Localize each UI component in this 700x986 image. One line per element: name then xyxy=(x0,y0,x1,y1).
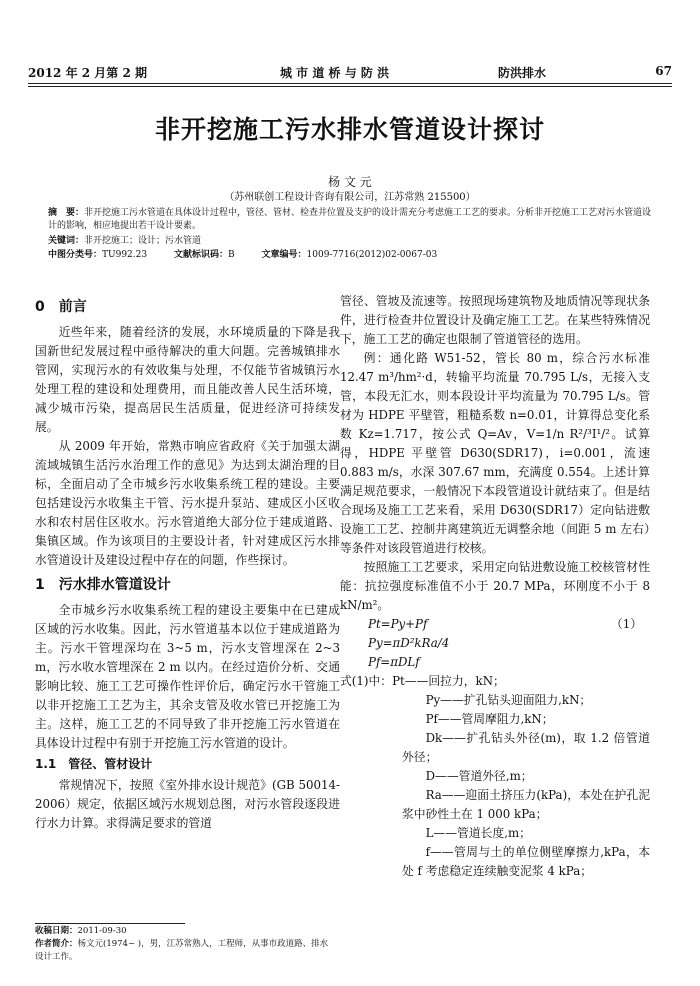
abstract xyxy=(48,207,652,233)
issue-info: 2012 年 2 月第 2 期 xyxy=(28,66,147,80)
affiliation: （苏州联创工程设计咨询有限公司，江苏常熟 215500） xyxy=(224,192,476,203)
footnote xyxy=(35,925,335,964)
paragraph: 常规情况下，按照《室外排水设计规范》(GB 50014-2006）规定，依据区域污水规划总图，对污水管段逐段进行水力计算。求得满足要求的管道 xyxy=(35,778,340,830)
definition-item: Dk——扩孔钻头外径(m)，取 1.2 倍管道外径； xyxy=(402,731,650,764)
heading-preface: 0 前言 xyxy=(35,299,87,315)
author: 杨 文 元 xyxy=(328,175,372,189)
variable-definitions xyxy=(340,672,650,881)
header-rule xyxy=(28,83,672,84)
author-bio xyxy=(35,938,335,964)
received-value: 2011-09-30 xyxy=(77,926,127,936)
bio-label: 作者简介： xyxy=(35,939,78,949)
definition-item: Ra——迎面土挤压力(kPa)，本处在护孔泥浆中砂性土在 1 000 kPa； xyxy=(402,788,650,821)
left-column xyxy=(35,292,340,833)
running-header xyxy=(28,64,672,82)
equation-1-text: Pt=Py+Pf xyxy=(368,617,428,631)
equation-2: Py=πD²kRa/4 xyxy=(368,636,450,650)
clc-value: TU992.23 xyxy=(102,250,148,260)
header-rule-thin xyxy=(28,86,672,87)
definition-item: 式(1)中：Pt——回拉力，kN； xyxy=(340,674,505,688)
heading-section-1: 1 污水排水管道设计 xyxy=(35,577,171,593)
clc-label: 中图分类号： xyxy=(48,250,103,260)
paragraph: 例：通化路 W51-52，管长 80 m，综合污水标准 12.47 m³/hm²·d，转输平均流量 70.795 L/s，无接入支管，本段无汇水，则本段设计平均流量为 70.795 L/s。管材为 HDPE 平壁管，粗糙系数 n=0.01，计算得总变化系数 Kz=1.717，按公式 Q=Av，V=1/n R²/³I¹/²。试算得，HDPE 平壁管 D630(SDR17)，i=0.001，流速 0.883 m/s，水深 307.67 mm，充满度 0.554。上述计算满足规范要求，一般情况下本段管道设计就结束了。但是结合现场及施工工艺来看，采用 D630(SDR17）定向钻进敷设施工工艺、控制井离建筑近无调整余地（间距 5 m 左右）等条件对该段管道进行校核。 xyxy=(340,351,650,555)
article-title: 非开挖施工污水排水管道设计探讨 xyxy=(154,115,545,144)
abstract-text: 非开挖施工污水管道在具体设计过程中，管径、管材、检查井位置及支护的设计需充分考虑施工工艺的要求。分析非开挖施工工艺对污水管道设计的影响，相应地提出若干设计要素。 xyxy=(48,208,652,231)
definition-item: Pf——管周摩阻力,kN； xyxy=(425,712,554,726)
section-name: 防洪排水 xyxy=(498,66,547,80)
definition-item: Py——扩孔钻头迎面阻力,kN； xyxy=(425,693,592,707)
classification xyxy=(48,249,652,262)
heading-section-1-1: 1.1 管径、管材设计 xyxy=(35,757,153,771)
keywords xyxy=(48,235,652,248)
artno-value: 1009-7716(2012)02-0067-03 xyxy=(306,250,438,260)
equation-3: Pf=πDLf xyxy=(368,655,420,669)
paragraph: 按照施工工艺要求，采用定向钻进敷设施工校核管材性能：抗拉强度标准值不小于 20.7 MPa，环刚度不小于 8 kN/m²。 xyxy=(340,560,650,612)
paragraph: 近些年来，随着经济的发展，水环境质量的下降是我国新世纪发展过程中亟待解决的重大问题。完善城镇排水管网，实现污水的有效收集与处理，不仅能节省城镇污水处理工程的建设和处理费用，而且能改善人民生活环境，减少城市污染，提高居民生活质量，促进经济可持续发展。 xyxy=(35,325,340,434)
keywords-text: 非开挖施工；设计；污水管道 xyxy=(84,236,202,246)
definition-item: D——管道外径,m； xyxy=(425,769,533,783)
bio-text: 杨文元(1974~ )，男，江苏常熟人，工程师，从事市政道路、排水设计工作。 xyxy=(35,939,329,962)
doc-value: B xyxy=(228,250,235,260)
artno-label: 文章编号： xyxy=(261,250,307,260)
keywords-label: 关键词： xyxy=(48,236,85,246)
paragraph: 从 2009 年开始，常熟市响应省政府《关于加强太湖流域城镇生活污水治理工作的意见》为达到太湖治理的目标，全面启动了全市城乡污水收集系统工程的建设。主要包括建设污水收集主干管、污水提升泵站、建成区小区收水和农村居住区收水。污水管道绝大部分位于建成道路、集镇区域。作为该项目的主要设计者，针对建成区污水排水管道设计及建设过程中存在的问题，作些探讨。 xyxy=(35,439,340,567)
paragraph: 管径、管坡及流速等。按照现场建筑物及地质情况等现状条件，进行检查井位置设计及确定施工工艺。在某些特殊情况下，施工工艺的确定也限制了管道管径的选用。 xyxy=(340,294,650,346)
right-column xyxy=(340,292,650,881)
equation-1 xyxy=(368,615,650,634)
footnote-rule xyxy=(35,923,185,924)
equation-number: （1） xyxy=(610,617,642,631)
page-number: 67 xyxy=(655,64,672,78)
received-label: 收稿日期： xyxy=(35,926,78,936)
journal-name: 城 市 道 桥 与 防 洪 xyxy=(280,66,390,80)
doc-label: 文献标识码： xyxy=(173,250,228,260)
definition-item: f——管周与土的单位侧壁摩擦力,kPa，本处 f 考虑稳定连续触变泥浆 4 kPa； xyxy=(402,845,650,878)
received-date xyxy=(35,925,335,938)
abstract-label: 摘 要： xyxy=(48,208,85,218)
paragraph: 全市城乡污水收集系统工程的建设主要集中在已建成区域的污水收集。因此，污水管道基本以位于建成道路为主。污水干管埋深均在 3~5 m，污水支管埋深在 2~3 m，污水收水管埋深在 2 m 以内。在经过造价分析、交通影响比较、施工工艺可操作性评价后，确定污水干管施工以非开挖施工工艺为主，其余支管及收水管已开挖施工为主。这样，施工工艺的不同导致了非开挖施工污水管道在具体设计过程中有别于开挖施工污水管道的设计。 xyxy=(35,603,340,750)
definition-item: L——管道长度,m； xyxy=(425,826,531,840)
